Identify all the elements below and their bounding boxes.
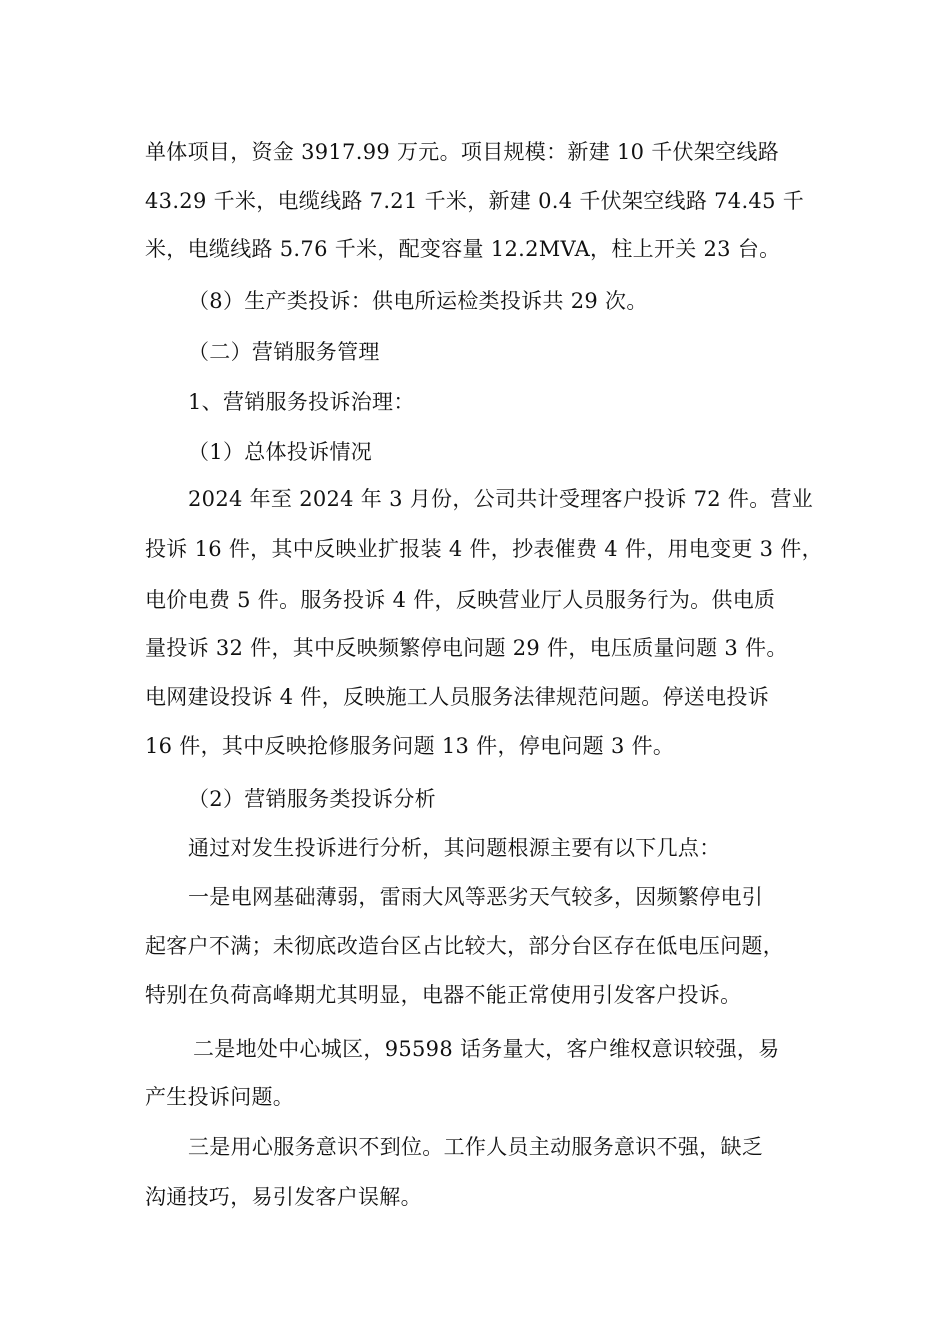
body-text-line: 43.29 千米，电缆线路 7.21 千米，新建 0.4 千伏架空线路 74.45 千 [145, 189, 805, 213]
subheading-overall-complaints: （1）总体投诉情况 [188, 440, 373, 464]
body-text-line: 电网建设投诉 4 件，反映施工人员服务法律规范问题。停送电投诉 [145, 685, 770, 709]
body-text-line: 起客户不满；未彻底改造台区占比较大，部分台区存在低电压问题， [145, 934, 784, 958]
body-text-line: 三是用心服务意识不到位。工作人员主动服务意识不强，缺乏 [188, 1135, 764, 1159]
body-text-line: 通过对发生投诉进行分析，其问题根源主要有以下几点： [188, 836, 721, 860]
body-text-line: 2024 年至 2024 年 3 月份，公司共计受理客户投诉 72 件。营业 [188, 487, 814, 511]
section-heading-marketing-service: （二）营销服务管理 [188, 340, 380, 364]
body-text-line: 米，电缆线路 5.76 千米，配变容量 12.2MVA，柱上开关 23 台。 [145, 237, 781, 261]
body-text-line: 产生投诉问题。 [145, 1085, 295, 1109]
body-text-line: 沟通技巧，易引发客户误解。 [145, 1185, 422, 1209]
body-text-line: 单体项目，资金 3917.99 万元。项目规模：新建 10 千伏架空线路 [145, 140, 780, 164]
body-text-line: 16 件，其中反映抢修服务问题 13 件，停电问题 3 件。 [145, 734, 675, 758]
body-text-line: 量投诉 32 件，其中反映频繁停电问题 29 件，电压质量问题 3 件。 [145, 636, 788, 660]
subheading-complaint-analysis: （2）营销服务类投诉分析 [188, 787, 436, 811]
body-text-line: 特别在负荷高峰期尤其明显，电器不能正常使用引发客户投诉。 [145, 983, 742, 1007]
body-text-line: 电价电费 5 件。服务投诉 4 件，反映营业厅人员服务行为。供电质 [145, 588, 776, 612]
body-text-line: 二是地处中心城区，95598 话务量大，客户维权意识较强，易 [193, 1037, 780, 1061]
list-item-production-complaints: （8）生产类投诉：供电所运检类投诉共 29 次。 [188, 289, 648, 313]
body-text-line: 投诉 16 件，其中反映业扩报装 4 件，抄表催费 4 件，用电变更 3 件， [145, 537, 823, 561]
body-text-line: 一是电网基础薄弱，雷雨大风等恶劣天气较多，因频繁停电引 [188, 885, 764, 909]
subsection-heading-complaint-governance: 1、营销服务投诉治理： [188, 390, 415, 414]
